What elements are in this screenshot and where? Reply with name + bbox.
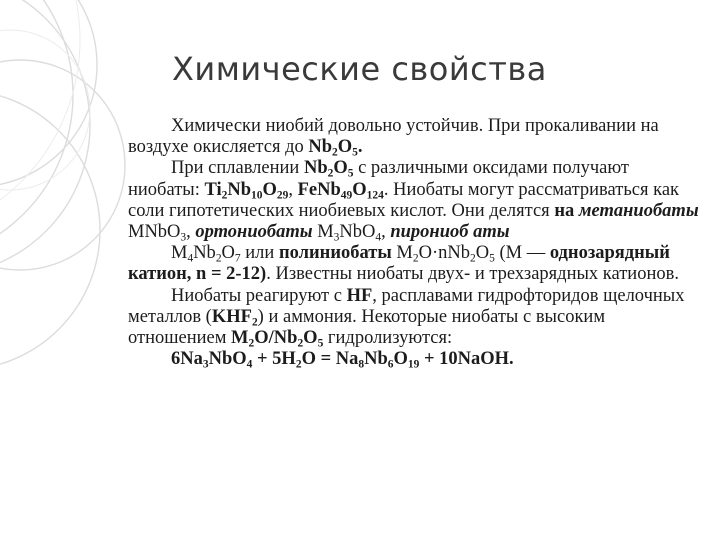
paragraph-oxidation: Химически ниобий довольно устойчив. При прокаливании на воздухе окисляется до $Nb_2O_5$. (128, 116, 659, 159)
paragraph-polyniobates: $M_4Nb_2O_7$ или полиниобаты $M_2O\cdot nNb_2O_5$ (M — однозарядный катион, n = 2-12). Известны ниобаты двух- и трехзарядных катионов. (128, 243, 679, 285)
slide-title: Химические свойства (172, 50, 547, 88)
paragraph-niobates: При сплавлении $Nb_2O_5$ с различными оксидами получают ниобаты: $Ti_2Nb_{10}O_{29}$, $FeNb_{49}O_{124}$. Ниобаты могут рассматриваться как соли гипотетических ниобиевых кислот. Они делятся на метаниобаты MNbO$_3$, ортониобаты $M_3NbO_4$, пирониоб аты (128, 158, 699, 244)
paragraph-reactions: Ниобаты реагируют с HF, расплавами гидрофторидов щелочных металлов $(KHF_2)$ и аммония. Некоторые ниобаты с высоким отношением $M_2O/Nb_2O_5$ гидролизуются: (128, 285, 685, 350)
slide-body (128, 116, 700, 370)
hydrolysis-equation: $6Na_3NbO_4 + 5H_2O = Na_8Nb_6O_{19}$ + 10NaOH. (171, 349, 514, 371)
